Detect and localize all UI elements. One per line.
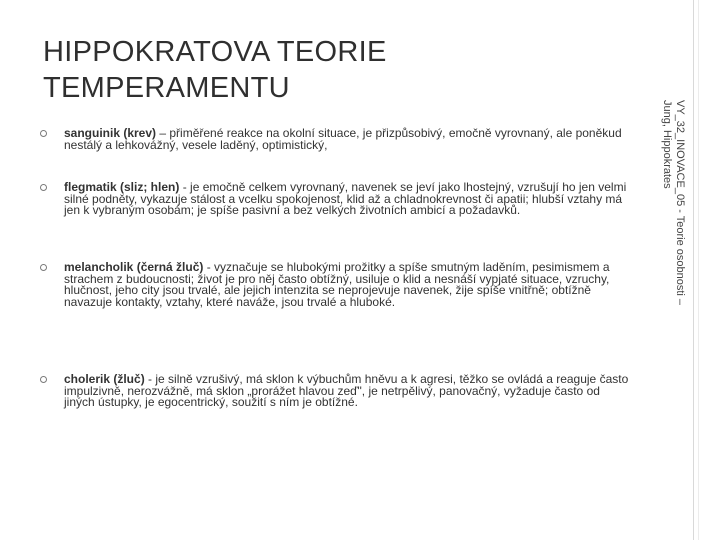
list-item-text	[64, 128, 630, 151]
side-caption-rotated	[638, 100, 686, 390]
divider-line	[693, 0, 694, 540]
circle-outline-icon	[40, 130, 47, 137]
title-line-2: TEMPERAMENTU	[43, 72, 290, 104]
term-label: sanguinik (krev)	[64, 126, 157, 140]
circle-outline-icon	[40, 184, 47, 191]
side-caption-line-1: VY_32_INOVACE_05 - Teorie osobnosti –	[674, 100, 686, 306]
term-label: cholerik (žluč)	[64, 372, 145, 386]
title-line-1: HIPPOKRATOVA TEORIE	[43, 36, 387, 68]
term-description: - je silně vzrušivý, má sklon k výbuchům hněvu a k agresi, těžko se ovládá a reaguje často impulzivně, nerozvážně, má sklon „prorážet hlavou zeď", je netrpělivý, panovačný, vyžaduje často od jiných ústupky, je egocentrický, soužití s ním je obtížné.	[64, 372, 629, 410]
circle-outline-icon	[40, 264, 47, 271]
list-item-text	[64, 374, 630, 409]
term-description: - vyznačuje se hlubokými prožitky a spíše smutným laděním, pesimismem a strachem z budoucnosti; život je pro něj často obtížný, usiluje o klid a nesnáší vypjaté situace, vzruchy, hlučnost, jeho city jsou trvalé, ale jejich intenzita se neprojevuje navenek, žije spíše vnitřně; obtížně navazuje kontakty, vztahy, které naváže, jsou trvalé a hluboké.	[64, 260, 610, 309]
list-item-text	[64, 182, 630, 217]
term-label: melancholik (černá žluč)	[64, 260, 204, 274]
side-caption-line-2: Jung, Hippokrates	[661, 100, 673, 189]
divider-line	[698, 0, 699, 540]
term-description: – přiměřené reakce na okolní situace, je přizpůsobivý, emočně vyrovnaný, ale poněkud nestálý a lehkovážný, vesele laděný, optimistický,	[64, 126, 622, 152]
circle-outline-icon	[40, 376, 47, 383]
term-description: - je emočně celkem vyrovnaný, navenek se jeví jako lhostejný, vzrušují ho jen velmi silné podněty, vykazuje stálost a vcelku spokojenost, klid až a chladnokrevnost či apatii; hlubší vztahy má jen k vybraným osobám; je spíše pasivní a bez velkých životních ambicí a požadavků.	[64, 180, 627, 218]
list-item-text	[64, 262, 630, 308]
term-label: flegmatik (sliz; hlen)	[64, 180, 180, 194]
side-caption	[640, 100, 688, 390]
